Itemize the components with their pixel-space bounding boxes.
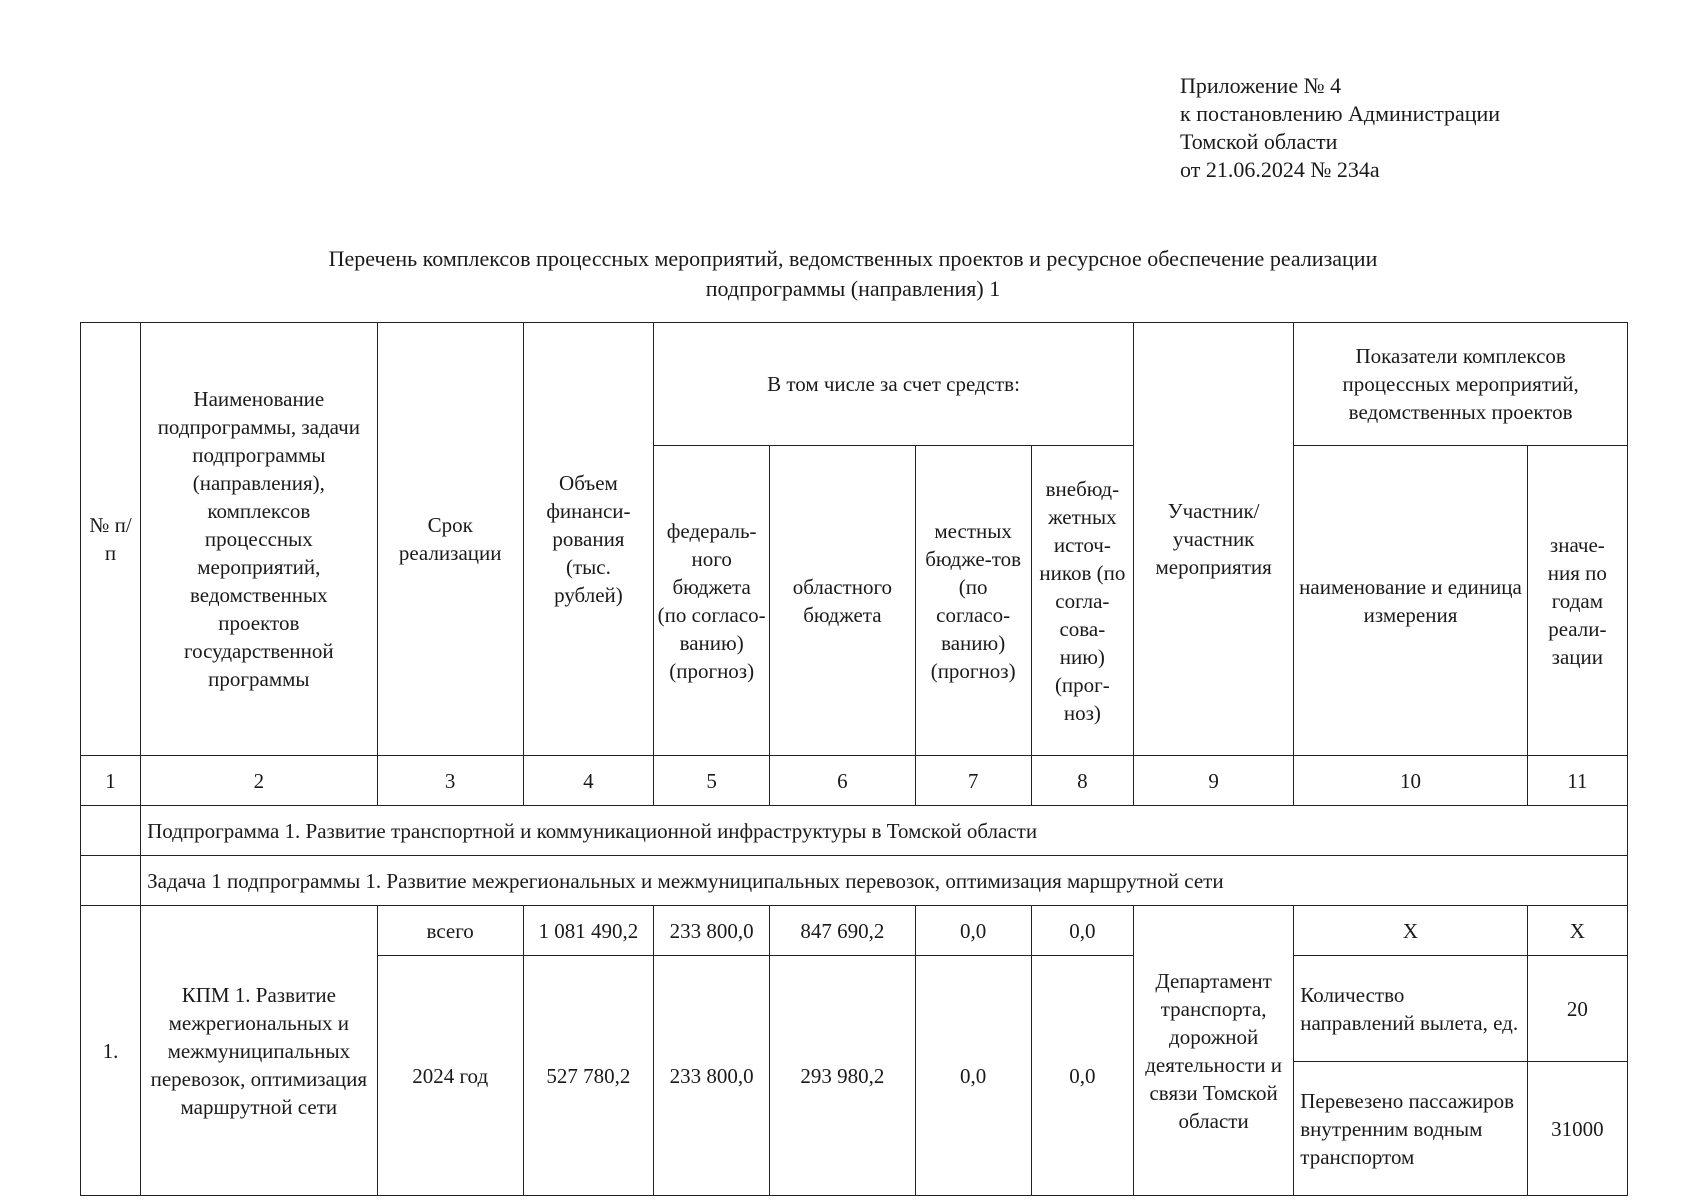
- kpm-num: 1.: [81, 906, 141, 1196]
- appendix-line-2: к постановлению Администрации: [1180, 101, 1501, 126]
- header-volume: Объем финанси-рования (тыс. рублей): [523, 323, 653, 756]
- kpm-2024-volume: 527 780,2: [523, 956, 653, 1196]
- col-num-8: 8: [1031, 756, 1133, 806]
- document-title: [80, 244, 1626, 304]
- indicator-2-name: Перевезено пассажиров внутренним водным транспортом: [1294, 1062, 1527, 1196]
- appendix-block: [1180, 72, 1500, 184]
- header-extra: внебюд-жетных источ-ников (по согла-сова-нию) (прог-ноз): [1031, 446, 1133, 756]
- kpm-2024-federal: 233 800,0: [654, 956, 770, 1196]
- kpm-2024-term: 2024 год: [377, 956, 523, 1196]
- appendix-line-4: от 21.06.2024 № 234а: [1180, 157, 1380, 182]
- kpm-participant: Департамент транспорта, дорожной деятельности и связи Томской области: [1133, 906, 1293, 1196]
- col-num-9: 9: [1133, 756, 1293, 806]
- kpm-2024-local: 0,0: [915, 956, 1031, 1196]
- appendix-line-3: Томской области: [1180, 129, 1338, 154]
- kpm-total-row: [81, 906, 1628, 956]
- programs-table: [80, 322, 1628, 1196]
- title-line-2: подпрограммы (направления) 1: [705, 276, 1001, 301]
- header-federal: федераль-ного бюджета (по согласо-ванию) (прогноз): [654, 446, 770, 756]
- indicator-1-name: Количество направлений вылета, ед.: [1294, 956, 1527, 1062]
- indicator-1-value: 20: [1527, 956, 1627, 1062]
- kpm-total-volume: 1 081 490,2: [523, 906, 653, 956]
- header-regional: областного бюджета: [770, 446, 915, 756]
- kpm-name: КПМ 1. Развитие межрегиональных и межмуниципальных перевозок, оптимизация маршрутной сети: [141, 906, 377, 1196]
- title-line-1: Перечень комплексов процессных мероприятий, ведомственных проектов и ресурсное обеспечение реализации: [328, 246, 1378, 271]
- header-ind-name: наименование и единица измерения: [1294, 446, 1527, 756]
- header-including: В том числе за счет средств:: [654, 323, 1134, 446]
- column-numbers-row: [81, 756, 1628, 806]
- appendix-line-1: Приложение № 4: [1180, 73, 1342, 98]
- subprogram-row: [81, 806, 1628, 856]
- kpm-total-ind-name: X: [1294, 906, 1527, 956]
- col-num-7: 7: [915, 756, 1031, 806]
- kpm-2024-regional: 293 980,2: [770, 956, 915, 1196]
- task-num-cell: [81, 856, 141, 906]
- task-row: [81, 856, 1628, 906]
- header-row-1: [81, 323, 1628, 446]
- col-num-1: 1: [81, 756, 141, 806]
- col-num-4: 4: [523, 756, 653, 806]
- col-num-5: 5: [654, 756, 770, 806]
- subprogram-title: Подпрограмма 1. Развитие транспортной и коммуникационной инфраструктуры в Томской области: [141, 806, 1628, 856]
- kpm-total-term: всего: [377, 906, 523, 956]
- header-num: № п/п: [81, 323, 141, 756]
- header-ind-values: значе-ния по годам реали-зации: [1527, 446, 1627, 756]
- header-local: местных бюдже-тов (по согласо-ванию) (прогноз): [915, 446, 1031, 756]
- col-num-6: 6: [770, 756, 915, 806]
- header-participant: Участник/ участник мероприятия: [1133, 323, 1293, 756]
- kpm-total-regional: 847 690,2: [770, 906, 915, 956]
- indicator-2-value: 31000: [1527, 1062, 1627, 1196]
- col-num-3: 3: [377, 756, 523, 806]
- kpm-2024-extra: 0,0: [1031, 956, 1133, 1196]
- kpm-total-federal: 233 800,0: [654, 906, 770, 956]
- header-term: Срок реализации: [377, 323, 523, 756]
- kpm-total-local: 0,0: [915, 906, 1031, 956]
- header-indicators: Показатели комплексов процессных мероприятий, ведомственных проектов: [1294, 323, 1628, 446]
- col-num-11: 11: [1527, 756, 1627, 806]
- kpm-total-ind-value: X: [1527, 906, 1627, 956]
- header-name: Наименование подпрограммы, задачи подпрограммы (направления), комплексов процессных мероприятий, ведомственных проектов государственной программы: [141, 323, 377, 756]
- kpm-total-extra: 0,0: [1031, 906, 1133, 956]
- col-num-10: 10: [1294, 756, 1527, 806]
- task-title: Задача 1 подпрограммы 1. Развитие межрегиональных и межмуниципальных перевозок, оптимизация маршрутной сети: [141, 856, 1628, 906]
- subprogram-num-cell: [81, 806, 141, 856]
- col-num-2: 2: [141, 756, 377, 806]
